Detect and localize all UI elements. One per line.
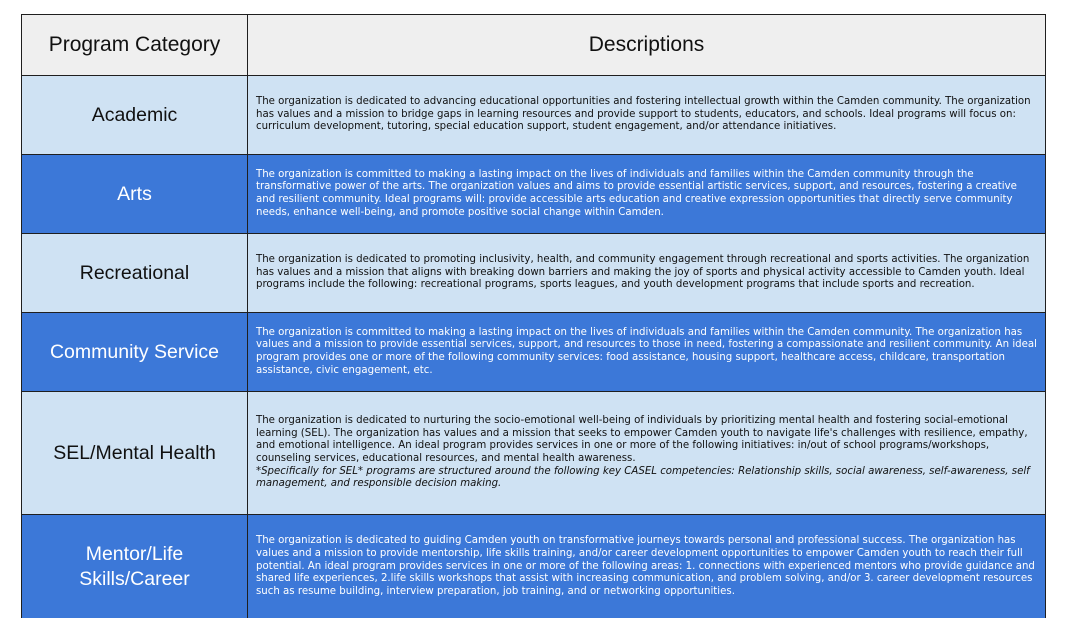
description-cell: The organization is dedicated to guiding Camden youth on transformative journeys towards personal and professional success. The organization has values and a mission to provide mentorship, life skills training, and/or career development opportunities to empower Camden youth to reach their full potential. An ideal program provides services in one or more of the following areas: 1. connections with experienced mentors who provide guidance and shared life experiences, 2.life skills workshops that assist with increasing communication, and problem solving, and/or 3. career development resources such as resume building, interview preparation, job training, and or networking opportunities. <box>248 515 1046 618</box>
table-row-recreational <box>22 234 1046 313</box>
table-row-sel-mental-health <box>22 392 1046 515</box>
table-row-community-service <box>22 313 1046 392</box>
header-descriptions: Descriptions <box>248 15 1046 76</box>
table-header-row <box>22 15 1046 76</box>
description-text: The organization is dedicated to nurturing the socio-emotional well-being of individuals by prioritizing mental health and fostering social-emotional learning (SEL). The organization has values and a mission that seeks to empower Camden youth to navigate life's challenges with resilience, empathy, and emotional intelligence. An ideal program provides services in one or more of the following initiatives: in/out of school programs/workshops, counseling services, educational resources, and mental health awareness. <box>256 414 1028 464</box>
description-cell: The organization is dedicated to promoting inclusivity, health, and community engagement through recreational and sports activities. The organization has values and a mission that aligns with breaking down barriers and making the joy of sports and physical activity accessible to Camden youth. Ideal programs include the following: recreational programs, sports leagues, and youth development programs that include sports and recreation. <box>248 234 1046 313</box>
sel-note: *Specifically for SEL* programs are structured around the following key CASEL competencies: Relationship skills, social awareness, self-awareness, self management, and responsible decision making. <box>256 465 1030 490</box>
category-cell: Arts <box>22 155 248 234</box>
category-cell: SEL/Mental Health <box>22 392 248 515</box>
header-program-category: Program Category <box>22 15 248 76</box>
description-cell: The organization is committed to making a lasting impact on the lives of individuals and families within the Camden community through the transformative power of the arts. The organization values and aims to provide essential artistic services, support, and resources, fostering a creative and resilient community. Ideal programs will: provide accessible arts education and creative expression opportunities that directly serve community needs, enhance well-being, and promote positive social change within Camden. <box>248 155 1046 234</box>
program-table <box>21 14 1046 618</box>
description-cell <box>248 392 1046 515</box>
description-cell: The organization is dedicated to advancing educational opportunities and fostering intellectual growth within the Camden community. The organization has values and a mission to bridge gaps in learning resources and provide support to students, educators, and schools. Ideal programs will focus on: curriculum development, tutoring, special education support, student engagement, and/or attendance initiatives. <box>248 76 1046 155</box>
description-cell: The organization is committed to making a lasting impact on the lives of individuals and families within the Camden community. The organization has values and a mission to provide essential services, support, and resources to those in need, fostering a compassionate and resilient community. An ideal program provides one or more of the following community services: food assistance, housing support, healthcare access, childcare, transportation assistance, civic engagement, etc. <box>248 313 1046 392</box>
table-row-mentor-life-skills-career <box>22 515 1046 618</box>
category-cell: Academic <box>22 76 248 155</box>
category-cell: Recreational <box>22 234 248 313</box>
table-row-arts <box>22 155 1046 234</box>
category-cell: Community Service <box>22 313 248 392</box>
table-row-academic <box>22 76 1046 155</box>
category-cell: Mentor/Life Skills/Career <box>22 515 248 618</box>
